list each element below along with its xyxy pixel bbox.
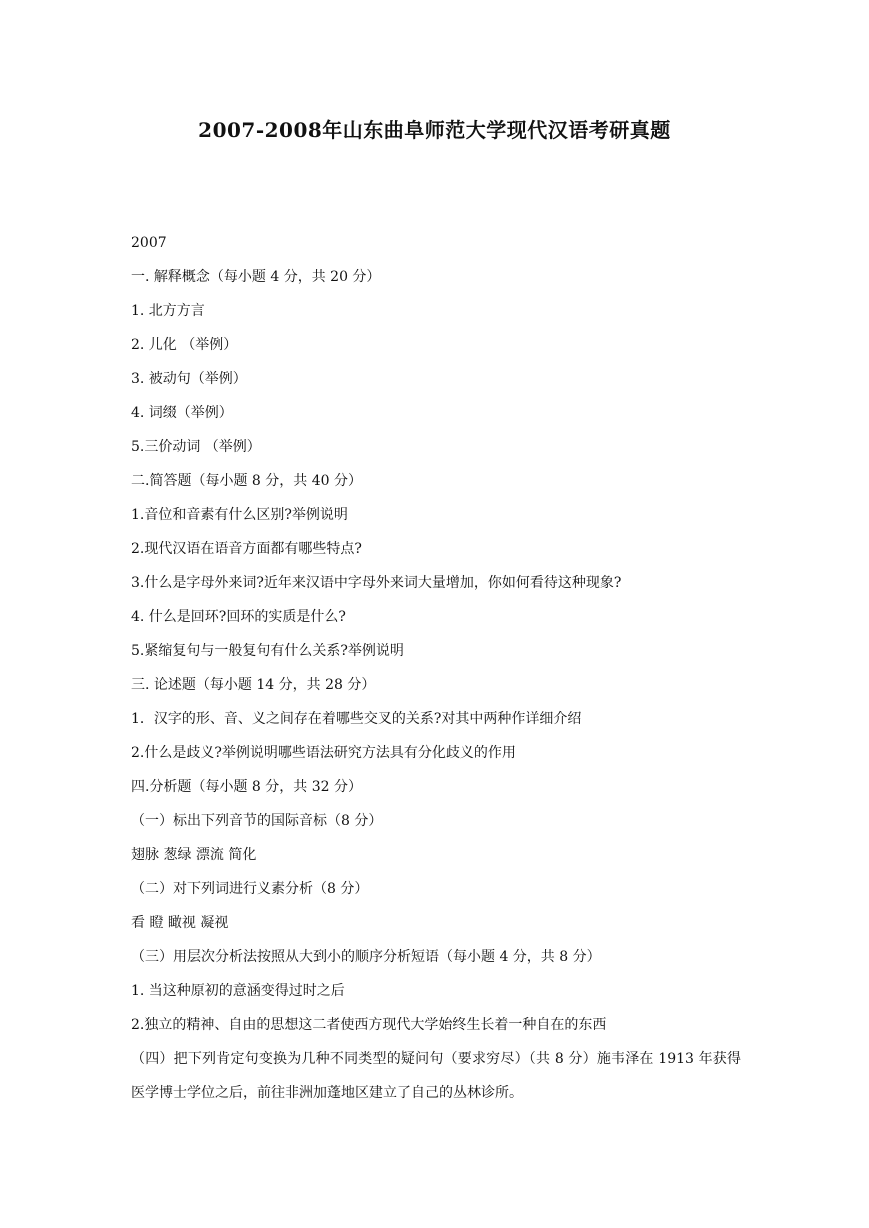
document-body [131, 226, 741, 1110]
subsection-heading: （三）用层次分析法按照从大到小的顺序分析短语（每小题 4 分，共 8 分） [131, 949, 601, 965]
section-heading-4: 四.分析题（每小题 8 分，共 32 分） [131, 779, 362, 795]
question-item: 1. 北方方言 [131, 303, 205, 319]
question-item: 2. 儿化 （举例） [131, 337, 238, 353]
question-item: 1. 当这种原初的意涵变得过时之后 [131, 983, 345, 999]
section-heading-1: 一. 解释概念（每小题 4 分，共 20 分） [131, 269, 381, 285]
question-item: 3.什么是字母外来词?近年来汉语中字母外来词大量增加，你如何看待这种现象? [131, 575, 622, 591]
word-list: 翅脉 葱绿 漂流 简化 [131, 847, 257, 863]
subsection-paragraph: （四）把下列肯定句变换为几种不同类型的疑问句（要求穷尽）（共 8 分）施韦泽在 1913 年获得医学博士学位之后，前往非洲加蓬地区建立了自己的丛林诊所。 [131, 1051, 741, 1101]
word-list: 看 瞪 瞰视 凝视 [131, 915, 229, 931]
question-item: 2.独立的精神、自由的思想这二者使西方现代大学始终生长着一种自在的东西 [131, 1017, 607, 1033]
subsection-heading: （二）对下列词进行义素分析（8 分） [131, 881, 369, 897]
question-item: 4. 词缀（举例） [131, 405, 233, 421]
question-item: 3. 被动句（举例） [131, 371, 247, 387]
question-item: 2.现代汉语在语音方面都有哪些特点? [131, 541, 362, 557]
subsection-heading: （一）标出下列音节的国际音标（8 分） [131, 813, 383, 829]
document-title: 2007-2008年山东曲阜师范大学现代汉语考研真题 [198, 118, 671, 142]
section-heading-3: 三. 论述题（每小题 14 分，共 28 分） [131, 677, 376, 693]
section-heading-2: 二.简答题（每小题 8 分，共 40 分） [131, 473, 362, 489]
question-item: 1．汉字的形、音、义之间存在着哪些交叉的关系?对其中两种作详细介绍 [131, 711, 582, 727]
question-item: 5.紧缩复句与一般复句有什么关系?举例说明 [131, 643, 404, 659]
question-item: 5.三价动词 （举例） [131, 439, 261, 455]
question-item: 4. 什么是回环?回环的实质是什么? [131, 609, 346, 625]
year-heading: 2007 [131, 235, 167, 251]
question-item: 1.音位和音素有什么区别?举例说明 [131, 507, 348, 523]
question-item: 2.什么是歧义?举例说明哪些语法研究方法具有分化歧义的作用 [131, 745, 516, 761]
